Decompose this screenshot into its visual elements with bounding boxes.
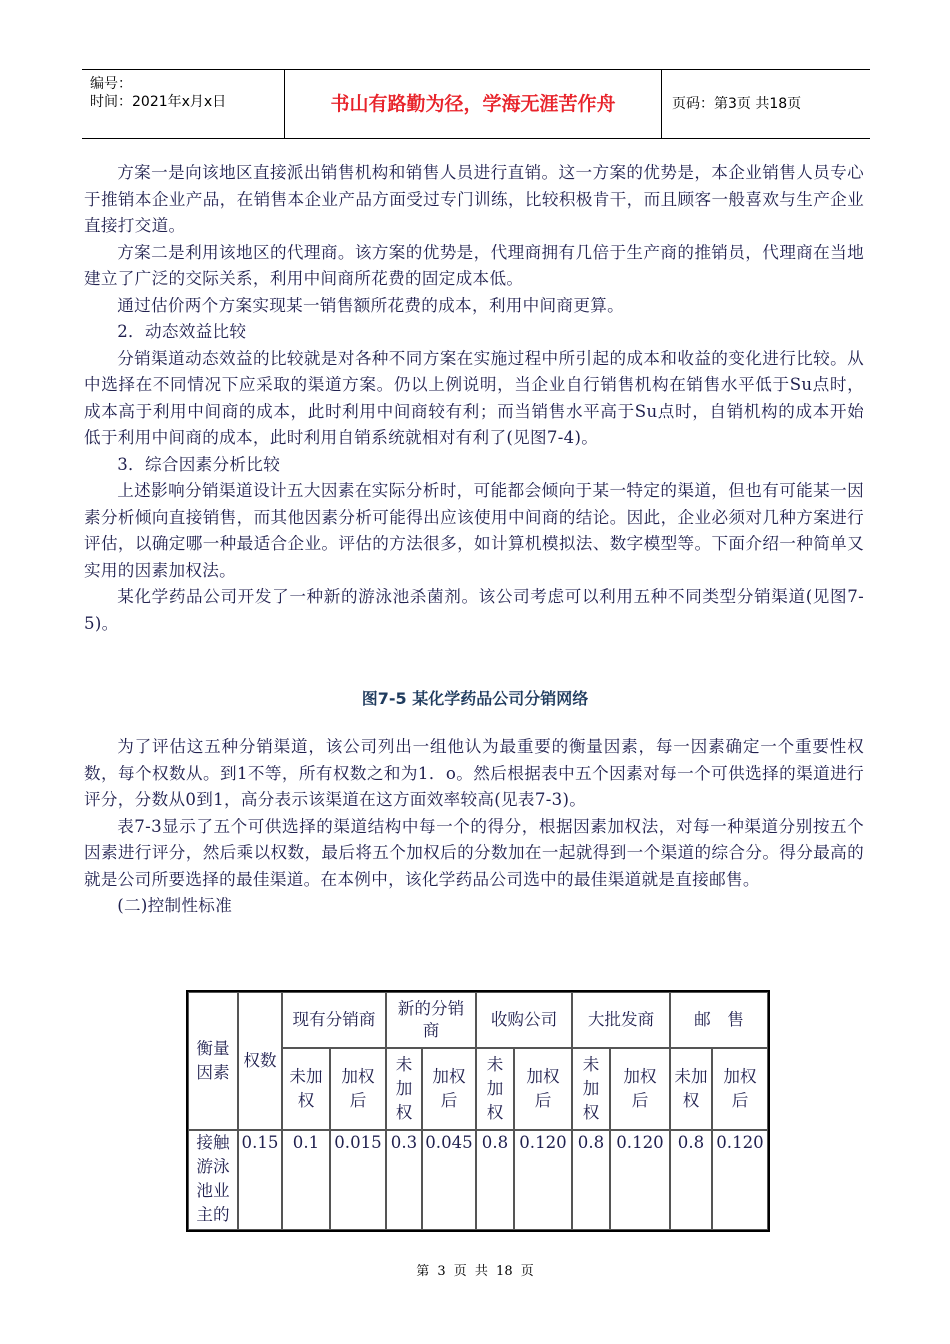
channel-header-2 [386,992,476,1048]
value-cell: 0.120 [712,1130,768,1230]
weight-header: 权数 [238,992,282,1130]
channel-header-4: 大批发商 [572,992,670,1048]
value-cell: 0.045 [422,1130,476,1230]
paragraph: 为了评估这五种分销渠道，该公司列出一组他认为最重要的衡量因素，每一因素确定一个重要性权数，每个权数从。到1不等，所有权数之和为1．o。然后根据表中五个因素对每一个可供选择的渠道进行评分，分数从0到1，高分表示该渠道在这方面效率较高(见表7-3)。 [84,737,864,809]
page-header [82,69,870,139]
sub-header-text: 加权后 [526,1067,560,1110]
header-page-number: 页码：第3页 共18页 [672,96,802,112]
sub-header-unweighted [572,1048,610,1130]
paragraph: 方案一是向该地区直接派出销售机构和销售人员进行直销。这一方案的优势是，本企业销售人员专心于推销本企业产品，在销售本企业产品方面受过专门训练，比较积极肯干，而且顾客一般喜欢与生产企业直接打交道。 [84,163,864,235]
sub-header-weighted [712,1048,768,1130]
sub-header-text: 未加权 [674,1067,708,1110]
value-cell: 0.120 [514,1130,572,1230]
sub-header-unweighted [476,1048,514,1130]
sub-header-text: 未加权 [395,1055,413,1122]
channel-evaluation-table [186,990,770,1232]
paragraph: 方案二是利用该地区的代理商。该方案的优势是，代理商拥有几倍于生产商的推销员，代理商在当地建立了广泛的交际关系，利用中间商所花费的固定成本低。 [84,242,864,288]
value-cell: 0.120 [610,1130,670,1230]
paragraph: 上述影响分销渠道设计五大因素在实际分析时，可能都会倾向于某一特定的渠道，但也有可能某一因素分析倾向直接销售，而其他因素分析可能得出应该使用中间商的结论。因此，企业必须对几种方案进行评估，以确定哪一种最适合企业。评估的方法很多，如计算机模拟法、数字模型等。下面介绍一种简单又实用的因素加权法。 [84,481,864,580]
figure-caption: 图7-5 某化学药品公司分销网络 [361,689,589,708]
sub-header-text: 加权后 [723,1067,757,1110]
factor-header-cell [188,992,238,1130]
header-motto: 书山有路勤为径，学海无涯苦作舟 [285,70,662,138]
section-heading: 3．综合因素分析比较 [117,454,281,474]
factor-header: 衡量因素 [196,1039,230,1082]
factor-cell [188,1130,238,1230]
sub-header-text: 加权后 [341,1067,375,1110]
paragraph: 某化学药品公司开发了一种新的游泳池杀菌剂。该公司考虑可以利用五种不同类型分销渠道(见图7-5)。 [84,587,864,633]
channel-header-2-text: 新的分销商 [397,999,465,1040]
sub-header-text: 未加权 [486,1055,504,1122]
value-cell: 0.8 [670,1130,712,1230]
weight-cell: 0.15 [238,1130,282,1230]
value-cell: 0.015 [330,1130,386,1230]
channel-header-5: 邮 售 [670,992,768,1048]
body-text-block-1 [84,160,864,637]
value-cell: 0.3 [386,1130,422,1230]
value-cell: 0.8 [476,1130,514,1230]
sub-header-unweighted [670,1048,712,1130]
body-text-block-2 [84,734,864,920]
sub-header-weighted [422,1048,476,1130]
table-row [188,1130,768,1230]
paragraph: 分销渠道动态效益的比较就是对各种不同方案在实施过程中所引起的成本和收益的变化进行比较。从中选择在不同情况下应采取的渠道方案。仍以上例说明，当企业自行销售机构在销售水平低于Su点时，成本高于利用中间商的成本，此时利用中间商较有利；而当销售水平高于Su点时，自销机构的成本开始低于利用中间商的成本，此时利用自销系统就相对有利了(见图7-4)。 [84,348,864,447]
page-footer: 第 3 页 共 18 页 [416,1264,534,1279]
value-cell: 0.8 [572,1130,610,1230]
section-heading: (二)控制性标准 [117,896,233,915]
header-time: 时间：2021年x月x日 [90,94,227,110]
channel-header-1: 现有分销商 [282,992,386,1048]
sub-header-text: 加权后 [432,1067,466,1110]
paragraph: 通过估价两个方案实现某一销售额所花费的成本，利用中间商更算。 [117,295,624,315]
sub-header-unweighted [386,1048,422,1130]
header-info-cell [82,70,285,138]
sub-header-weighted [330,1048,386,1130]
sub-header-unweighted [282,1048,330,1130]
sub-header-weighted [514,1048,572,1130]
sub-header-text: 未加权 [582,1055,600,1122]
sub-header-text: 未加权 [289,1067,323,1110]
header-number: 编号： [90,76,132,92]
factor-text: 接触游泳池业主的 [196,1133,230,1224]
section-heading: 2．动态效益比较 [117,322,247,341]
paragraph: 表7-3显示了五个可供选择的渠道结构中每一个的得分，根据因素加权法，对每一种渠道分别按五个因素进行评分，然后乘以权数，最后将五个加权后的分数加在一起就得到一个渠道的综合分。得分最高的就是公司所要选择的最佳渠道。在本例中，该化学药品公司选中的最佳渠道就是直接邮售。 [84,816,864,889]
sub-header-text: 加权后 [623,1067,657,1110]
value-cell: 0.1 [282,1130,330,1230]
channel-header-3: 收购公司 [476,992,572,1048]
sub-header-weighted [610,1048,670,1130]
